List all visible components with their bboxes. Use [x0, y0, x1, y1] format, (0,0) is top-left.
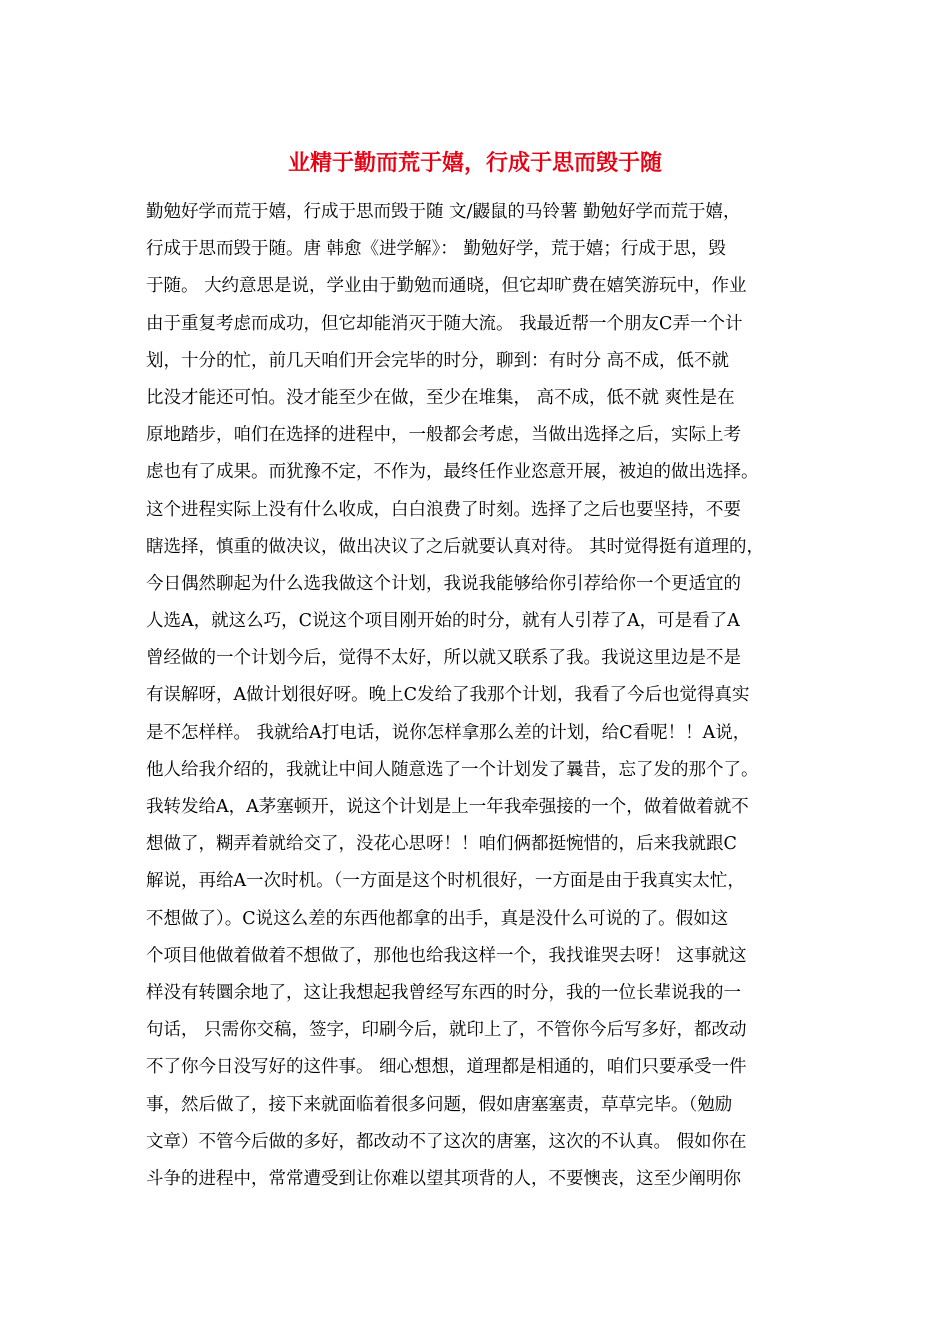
text-line: 解说，再给A一次时机。（一方面是这个时机很好，一方面是由于我真实太忙， [146, 871, 745, 892]
text-line: 曾经做的一个计划今后，觉得不太好，所以就又联系了我。我说这里边是不是 [146, 648, 741, 669]
text-line: 是不怎样样。 我就给A打电话，说你怎样拿那么差的计划，给C看呢！！A说， [146, 722, 751, 743]
text-line: 于随。 大约意思是说，学业由于勤勉而通晓，但它却旷费在嬉笑游玩中，作业 [146, 276, 747, 297]
text-line: 人选A，就这么巧，C说这个项目刚开始的时分，就有人引荐了A，可是看了A [146, 611, 740, 632]
text-line: 瞎选择，慎重的做决议，做出决议了之后就要认真对待。 其时觉得挺有道理的， [146, 536, 765, 557]
text-line: 文章）不管今后做的多好，都改动不了这次的唐塞，这次的不认真。 假如你在 [146, 1131, 747, 1152]
text-line: 这个进程实际上没有什么收成，白白浪费了时刻。选择了之后也要坚持，不要 [146, 499, 741, 520]
text-line: 原地踏步，咱们在选择的进程中，一般都会考虑，当做出选择之后，实际上考 [146, 425, 741, 446]
text-line: 由于重复考虑而成功，但它却能消灭于随大流。 我最近帮一个朋友C弄一个计 [146, 313, 743, 334]
article-body [146, 194, 826, 1198]
text-line: 样没有转圜余地了，这让我想起我曾经写东西的时分，我的一位长辈说我的一 [146, 982, 741, 1003]
page-title: 业精于勤而荒于嬉，行成于思而毁于随 [287, 150, 662, 176]
text-line: 划，十分的忙，前几天咱们开会完毕的时分，聊到：有时分 高不成，低不就 [146, 350, 730, 371]
text-line: 想做了，糊弄着就给交了，没花心思呀！！咱们俩都挺惋惜的，后来我就跟C [146, 834, 737, 855]
text-line: 不了你今日没写好的这件事。 细心想想，道理都是相通的，咱们只要承受一件 [146, 1057, 747, 1078]
text-line: 斗争的进程中，常常遭受到让你难以望其项背的人，不要懊丧，这至少阐明你 [146, 1168, 741, 1189]
text-line: 虑也有了成果。而犹豫不定，不作为，最终任作业恣意开展，被迫的做出选择。 [146, 462, 759, 483]
text-line: 行成于思而毁于随。唐 韩愈《进学解》： 勤勉好学，荒于嬉；行成于思，毁 [146, 239, 726, 260]
text-line: 不想做了）。C说这么差的东西他都拿的出手，真是没什么可说的了。假如这 [146, 908, 729, 929]
text-line: 今日偶然聊起为什么选我做这个计划，我说我能够给你引荐给你一个更适宜的 [146, 573, 741, 594]
text-line: 勤勉好学而荒于嬉，行成于思而毁于随 文/鼹鼠的马铃薯 勤勉好学而荒于嬉， [146, 202, 741, 222]
text-line: 我转发给A，A茅塞顿开，说这个计划是上一年我牵强接的一个，做着做着就不 [146, 797, 749, 817]
text-line: 个项目他做着做着不想做了，那他也给我这样一个，我找谁哭去呀！ 这事就这 [146, 945, 747, 966]
text-line: 比没才能还可怕。没才能至少在做，至少在堆集， 高不成，低不就 爽性是在 [146, 387, 735, 408]
text-line: 有误解呀，A做计划很好呀。晚上C发给了我那个计划，我看了今后也觉得真实 [146, 685, 750, 706]
text-line: 句话， 只需你交稿，签字，印刷今后，就印上了，不管你今后写多好，都改动 [146, 1020, 747, 1041]
text-line: 事，然后做了，接下来就面临着很多问题，假如唐塞塞责，草草完毕。（勉励 [146, 1094, 733, 1115]
text-line: 他人给我介绍的，我就让中间人随意选了一个计划发了曩昔，忘了发的那个了。 [146, 759, 759, 780]
